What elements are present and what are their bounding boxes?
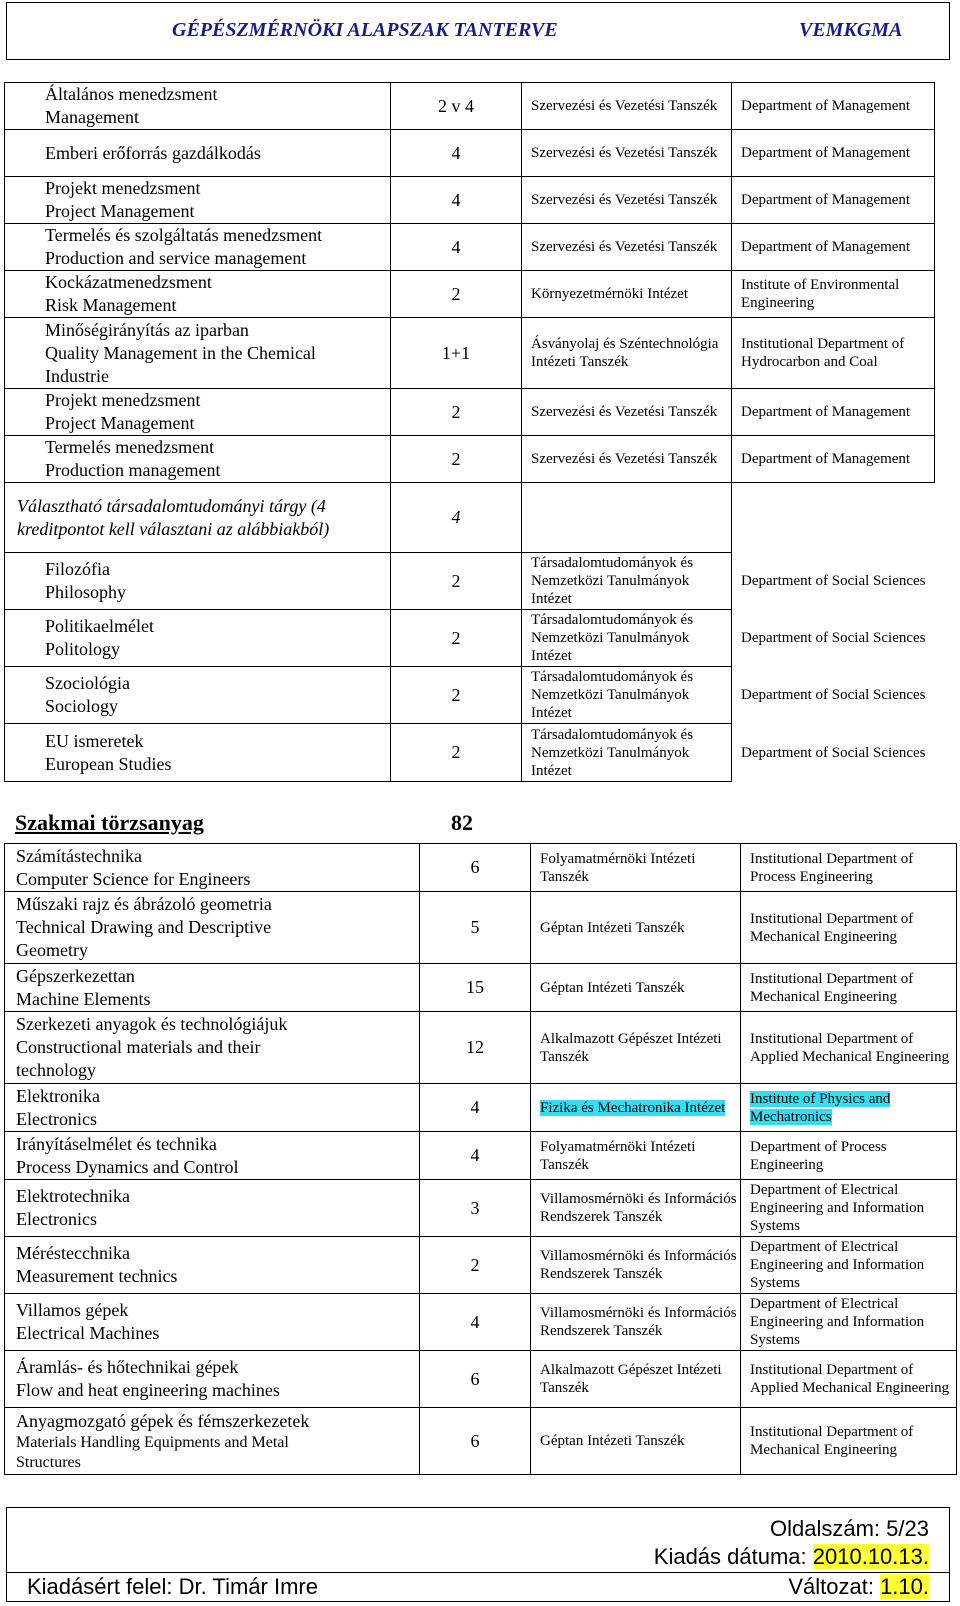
table-row <box>5 1237 957 1294</box>
department-en: Institutional Department of Mechanical Engineering <box>741 964 957 1012</box>
course-name-hu: Termelés és szolgáltatás menedzsment <box>45 225 323 245</box>
table-row <box>5 724 935 782</box>
course-name-en: Production and service management <box>45 248 307 268</box>
course-name-en: Electronics <box>16 1108 97 1129</box>
department-hu: Géptan Intézeti Tanszék <box>531 964 741 1012</box>
course-credit: 5 <box>420 892 531 964</box>
table-row <box>5 318 935 389</box>
course-name-en: Flow and heat engineering machines <box>16 1380 280 1400</box>
course-credit: 15 <box>420 964 531 1012</box>
course-name-en-cont: Geometry <box>16 940 88 960</box>
empty-cell <box>732 483 935 553</box>
department-en: Department of Social Sciences <box>741 630 926 646</box>
department-en: Department of Management <box>732 436 935 483</box>
course-name <box>5 389 391 436</box>
department-en: Department of Electrical Engineering and Information Systems <box>741 1180 957 1237</box>
department-hu: Villamosmérnöki és Információs Rendszerek Tanszék <box>531 1180 741 1237</box>
course-name-en: Politology <box>45 639 121 659</box>
department-en: Department of Social Sciences <box>741 744 926 761</box>
table-row <box>5 844 957 892</box>
page-label: Oldalszám: <box>770 1516 881 1541</box>
course-name-hu: Gépszerkezettan <box>16 965 135 986</box>
page-number <box>770 1516 929 1542</box>
course-name <box>5 1180 420 1237</box>
course-name <box>5 1012 420 1084</box>
course-name-en: Project Management <box>45 413 195 433</box>
department-en: Institutional Department of Hydrocarbon and Coal <box>732 318 935 389</box>
course-name-en: Machine Elements <box>16 988 151 1009</box>
course-name-en: Materials Handling Equipments and Metal <box>16 1433 289 1451</box>
course-name-hu: Számítástechnika <box>16 845 142 866</box>
course-name-hu: Szerkezeti anyagok és technológiájuk <box>16 1014 288 1034</box>
course-name-hu: Szociológia <box>45 673 130 693</box>
department-en: Institutional Department of Mechanical Engineering <box>741 892 957 964</box>
core-rows <box>5 844 957 1475</box>
course-name <box>5 1237 420 1294</box>
department-en: Department of Management <box>732 389 935 436</box>
course-name <box>5 1294 420 1351</box>
empty-cell <box>522 483 732 553</box>
course-credit: 4 <box>420 1084 531 1132</box>
document-code: VEMKGMA <box>799 19 903 41</box>
department-hu: Társadalomtudományok és Nemzetközi Tanulmányok Intézet <box>522 610 732 667</box>
table-row <box>5 271 935 318</box>
course-credit: 3 <box>420 1180 531 1237</box>
department-hu: Szervezési és Vezetési Tanszék <box>522 224 732 271</box>
issue-date <box>654 1544 929 1570</box>
course-name-hu: Áramlás- és hőtechnikai gépek <box>16 1357 239 1377</box>
course-credit: 1+1 <box>391 318 522 389</box>
resp-value: Dr. Timár Imre <box>178 1574 318 1599</box>
course-name-en: Management <box>45 107 139 127</box>
highlighted-department-en: Institute of Physics and Mechatronics <box>750 1090 891 1125</box>
section-title: Szakmai törzsanyag <box>15 810 204 835</box>
course-name-hu: Termelés menedzsment <box>45 437 215 457</box>
table-row <box>5 1351 957 1408</box>
course-name-hu: Projekt menedzsment <box>45 390 201 410</box>
course-credit: 4 <box>391 177 522 224</box>
course-name-hu: Műszaki rajz és ábrázoló geometria <box>16 894 272 914</box>
course-name-en: Constructional materials and their <box>16 1037 261 1057</box>
top-course-table <box>4 82 935 782</box>
course-name-en: European Studies <box>45 753 172 774</box>
course-name-hu: Villamos gépek <box>16 1300 129 1320</box>
course-name <box>5 844 420 892</box>
date-label: Kiadás dátuma: <box>653 1544 807 1569</box>
course-name <box>5 553 391 610</box>
course-credit: 2 <box>391 610 522 667</box>
course-name <box>5 892 420 964</box>
table-row <box>5 436 935 483</box>
course-name <box>5 224 391 271</box>
version <box>788 1574 929 1600</box>
table-row <box>5 1012 957 1084</box>
course-name-hu: Projekt menedzsment <box>45 178 201 198</box>
course-name-en-cont: Structures <box>16 1453 81 1471</box>
department-en: Department of Management <box>732 83 935 130</box>
department-hu: Ásványolaj és Széntechnológia Intézeti Tanszék <box>522 318 732 389</box>
table-row <box>5 892 957 964</box>
course-credit: 2 <box>391 271 522 318</box>
resp-label: Kiadásért felel: <box>27 1574 173 1599</box>
department-en: Department of Electrical Engineering and Information Systems <box>741 1237 957 1294</box>
table-row <box>5 610 935 667</box>
course-name-hu: Minőségirányítás az iparban <box>45 319 249 340</box>
course-name-en: Process Dynamics and Control <box>16 1156 239 1177</box>
course-name-hu: EU ismeretek <box>45 730 144 751</box>
department-en: Department of Electrical Engineering and Information Systems <box>741 1294 957 1351</box>
department-hu: Folyamatmérnöki Intézeti Tanszék <box>531 1132 741 1180</box>
course-name-hu: Emberi erőforrás gazdálkodás <box>45 142 261 163</box>
course-name-en: Philosophy <box>45 582 127 602</box>
course-name-hu: Irányításelmélet és technika <box>16 1133 217 1154</box>
department-hu: Géptan Intézeti Tanszék <box>531 1408 741 1475</box>
department-hu: Alkalmazott Gépészet Intézeti Tanszék <box>531 1351 741 1408</box>
course-credit: 2 <box>391 724 522 782</box>
course-credit: 2 <box>391 667 522 724</box>
department-hu: Társadalomtudományok és Nemzetközi Tanulmányok Intézet <box>522 667 732 724</box>
page-header <box>6 2 950 60</box>
table-row <box>5 553 935 610</box>
department-hu: Szervezési és Vezetési Tanszék <box>522 177 732 224</box>
core-course-table <box>4 843 957 1475</box>
course-name-hu: Általános menedzsment <box>45 84 218 104</box>
page-footer <box>6 1507 950 1602</box>
table-row <box>5 83 935 130</box>
course-credit: 2 <box>391 389 522 436</box>
course-credit: 2 <box>420 1237 531 1294</box>
table-row <box>5 667 935 724</box>
department-hu: Szervezési és Vezetési Tanszék <box>522 389 732 436</box>
table-row <box>5 177 935 224</box>
department-en: Institutional Department of Applied Mechanical Engineering <box>741 1012 957 1084</box>
department-hu: Társadalomtudományok és Nemzetközi Tanulmányok Intézet <box>522 553 732 610</box>
course-name <box>5 177 391 224</box>
table-row <box>5 1084 957 1132</box>
course-name-hu: Elektronika <box>16 1085 100 1106</box>
course-name <box>5 271 391 318</box>
course-name <box>5 1132 420 1180</box>
course-name-hu: Politikaelmélet <box>45 616 154 636</box>
top-rows <box>5 83 935 782</box>
course-name-en: Electronics <box>16 1209 97 1229</box>
department-hu: Folyamatmérnöki Intézeti Tanszék <box>531 844 741 892</box>
course-name-hu: Anyagmozgató gépek és fémszerkezetek <box>16 1410 310 1431</box>
course-name-hu: Elektrotechnika <box>16 1186 130 1206</box>
table-row <box>5 1132 957 1180</box>
course-credit: 6 <box>420 844 531 892</box>
course-name <box>5 436 391 483</box>
course-name-en: Sociology <box>45 696 119 716</box>
course-name-en-cont: Industrie <box>45 365 109 386</box>
course-name-en-cont: technology <box>16 1060 96 1080</box>
course-credit: 6 <box>420 1351 531 1408</box>
course-name-hu: Filozófia <box>45 559 110 579</box>
course-name-en: Risk Management <box>45 295 177 315</box>
date-value: 2010.10.13. <box>812 1544 929 1569</box>
section-credit: 82 <box>451 810 473 835</box>
document-title: GÉPÉSZMÉRNÖKI ALAPSZAK TANTERVE <box>172 19 558 41</box>
department-hu: Környezetmérnöki Intézet <box>522 271 732 318</box>
course-name <box>5 724 391 782</box>
department-en: Department of Process Engineering <box>741 1132 957 1180</box>
course-credit: 6 <box>420 1408 531 1475</box>
department-en: Department of Social Sciences <box>741 573 926 589</box>
responsible-person <box>27 1574 318 1600</box>
department-en: Institutional Department of Applied Mechanical Engineering <box>741 1351 957 1408</box>
department-hu: Villamosmérnöki és Információs Rendszerek Tanszék <box>531 1294 741 1351</box>
course-name-en: Electrical Machines <box>16 1323 160 1343</box>
course-credit: 4 <box>420 1294 531 1351</box>
page-value: 5/23 <box>886 1516 929 1541</box>
version-label: Változat: <box>788 1574 874 1599</box>
course-credit: 4 <box>391 224 522 271</box>
course-name <box>5 1408 420 1475</box>
department-en: Institutional Department of Process Engineering <box>741 844 957 892</box>
course-name <box>5 610 391 667</box>
department-hu: Villamosmérnöki és Információs Rendszerek Tanszék <box>531 1237 741 1294</box>
course-name <box>5 1084 420 1132</box>
course-name <box>5 667 391 724</box>
course-credit: 4 <box>420 1132 531 1180</box>
department-hu <box>531 1084 741 1132</box>
course-name <box>5 1351 420 1408</box>
table-row <box>5 389 935 436</box>
table-row <box>5 1180 957 1237</box>
department-hu: Társadalomtudományok és Nemzetközi Tanulmányok Intézet <box>522 724 732 782</box>
course-credit: 4 <box>391 130 522 177</box>
department-hu: Géptan Intézeti Tanszék <box>531 892 741 964</box>
department-en: Department of Management <box>732 177 935 224</box>
department-hu: Szervezési és Vezetési Tanszék <box>522 436 732 483</box>
course-credit: 2 v 4 <box>391 83 522 130</box>
elective-description: Választható társadalomtudományi tárgy (4 kreditpontot kell választani az alábbiakból) <box>5 483 391 553</box>
department-en: Institutional Department of Mechanical Engineering <box>741 1408 957 1475</box>
course-credit: 12 <box>420 1012 531 1084</box>
elective-credit: 4 <box>391 483 522 553</box>
course-name-en: Measurement technics <box>16 1266 178 1286</box>
table-row <box>5 1294 957 1351</box>
course-credit: 2 <box>391 553 522 610</box>
course-name-en: Production management <box>45 460 221 480</box>
course-name <box>5 318 391 389</box>
department-en: Department of Management <box>732 130 935 177</box>
table-row <box>5 1408 957 1475</box>
department-en: Department of Social Sciences <box>741 687 926 703</box>
course-name <box>5 130 391 177</box>
course-credit: 2 <box>391 436 522 483</box>
highlighted-department-hu: Fizika és Mechatronika Intézet <box>540 1099 726 1116</box>
table-row <box>5 224 935 271</box>
course-name-en: Computer Science for Engineers <box>16 868 251 889</box>
department-en: Department of Management <box>732 224 935 271</box>
elective-header-row <box>5 483 935 553</box>
course-name-en: Project Management <box>45 201 195 221</box>
course-name-hu: Méréstecchnika <box>16 1243 130 1263</box>
version-value: 1.10. <box>880 1574 929 1599</box>
table-row <box>5 964 957 1012</box>
table-row <box>5 130 935 177</box>
department-en <box>741 1084 957 1132</box>
course-name-en: Quality Management in the Chemical <box>45 342 316 363</box>
course-name-en: Technical Drawing and Descriptive <box>16 917 272 937</box>
footer-divider <box>7 1572 949 1573</box>
department-hu: Szervezési és Vezetési Tanszék <box>522 83 732 130</box>
department-en: Institute of Environmental Engineering <box>732 271 935 318</box>
course-name-hu: Kockázatmenedzsment <box>45 272 212 292</box>
department-hu: Alkalmazott Gépészet Intézeti Tanszék <box>531 1012 741 1084</box>
department-hu: Szervezési és Vezetési Tanszék <box>522 130 732 177</box>
course-name <box>5 964 420 1012</box>
course-name <box>5 83 391 130</box>
